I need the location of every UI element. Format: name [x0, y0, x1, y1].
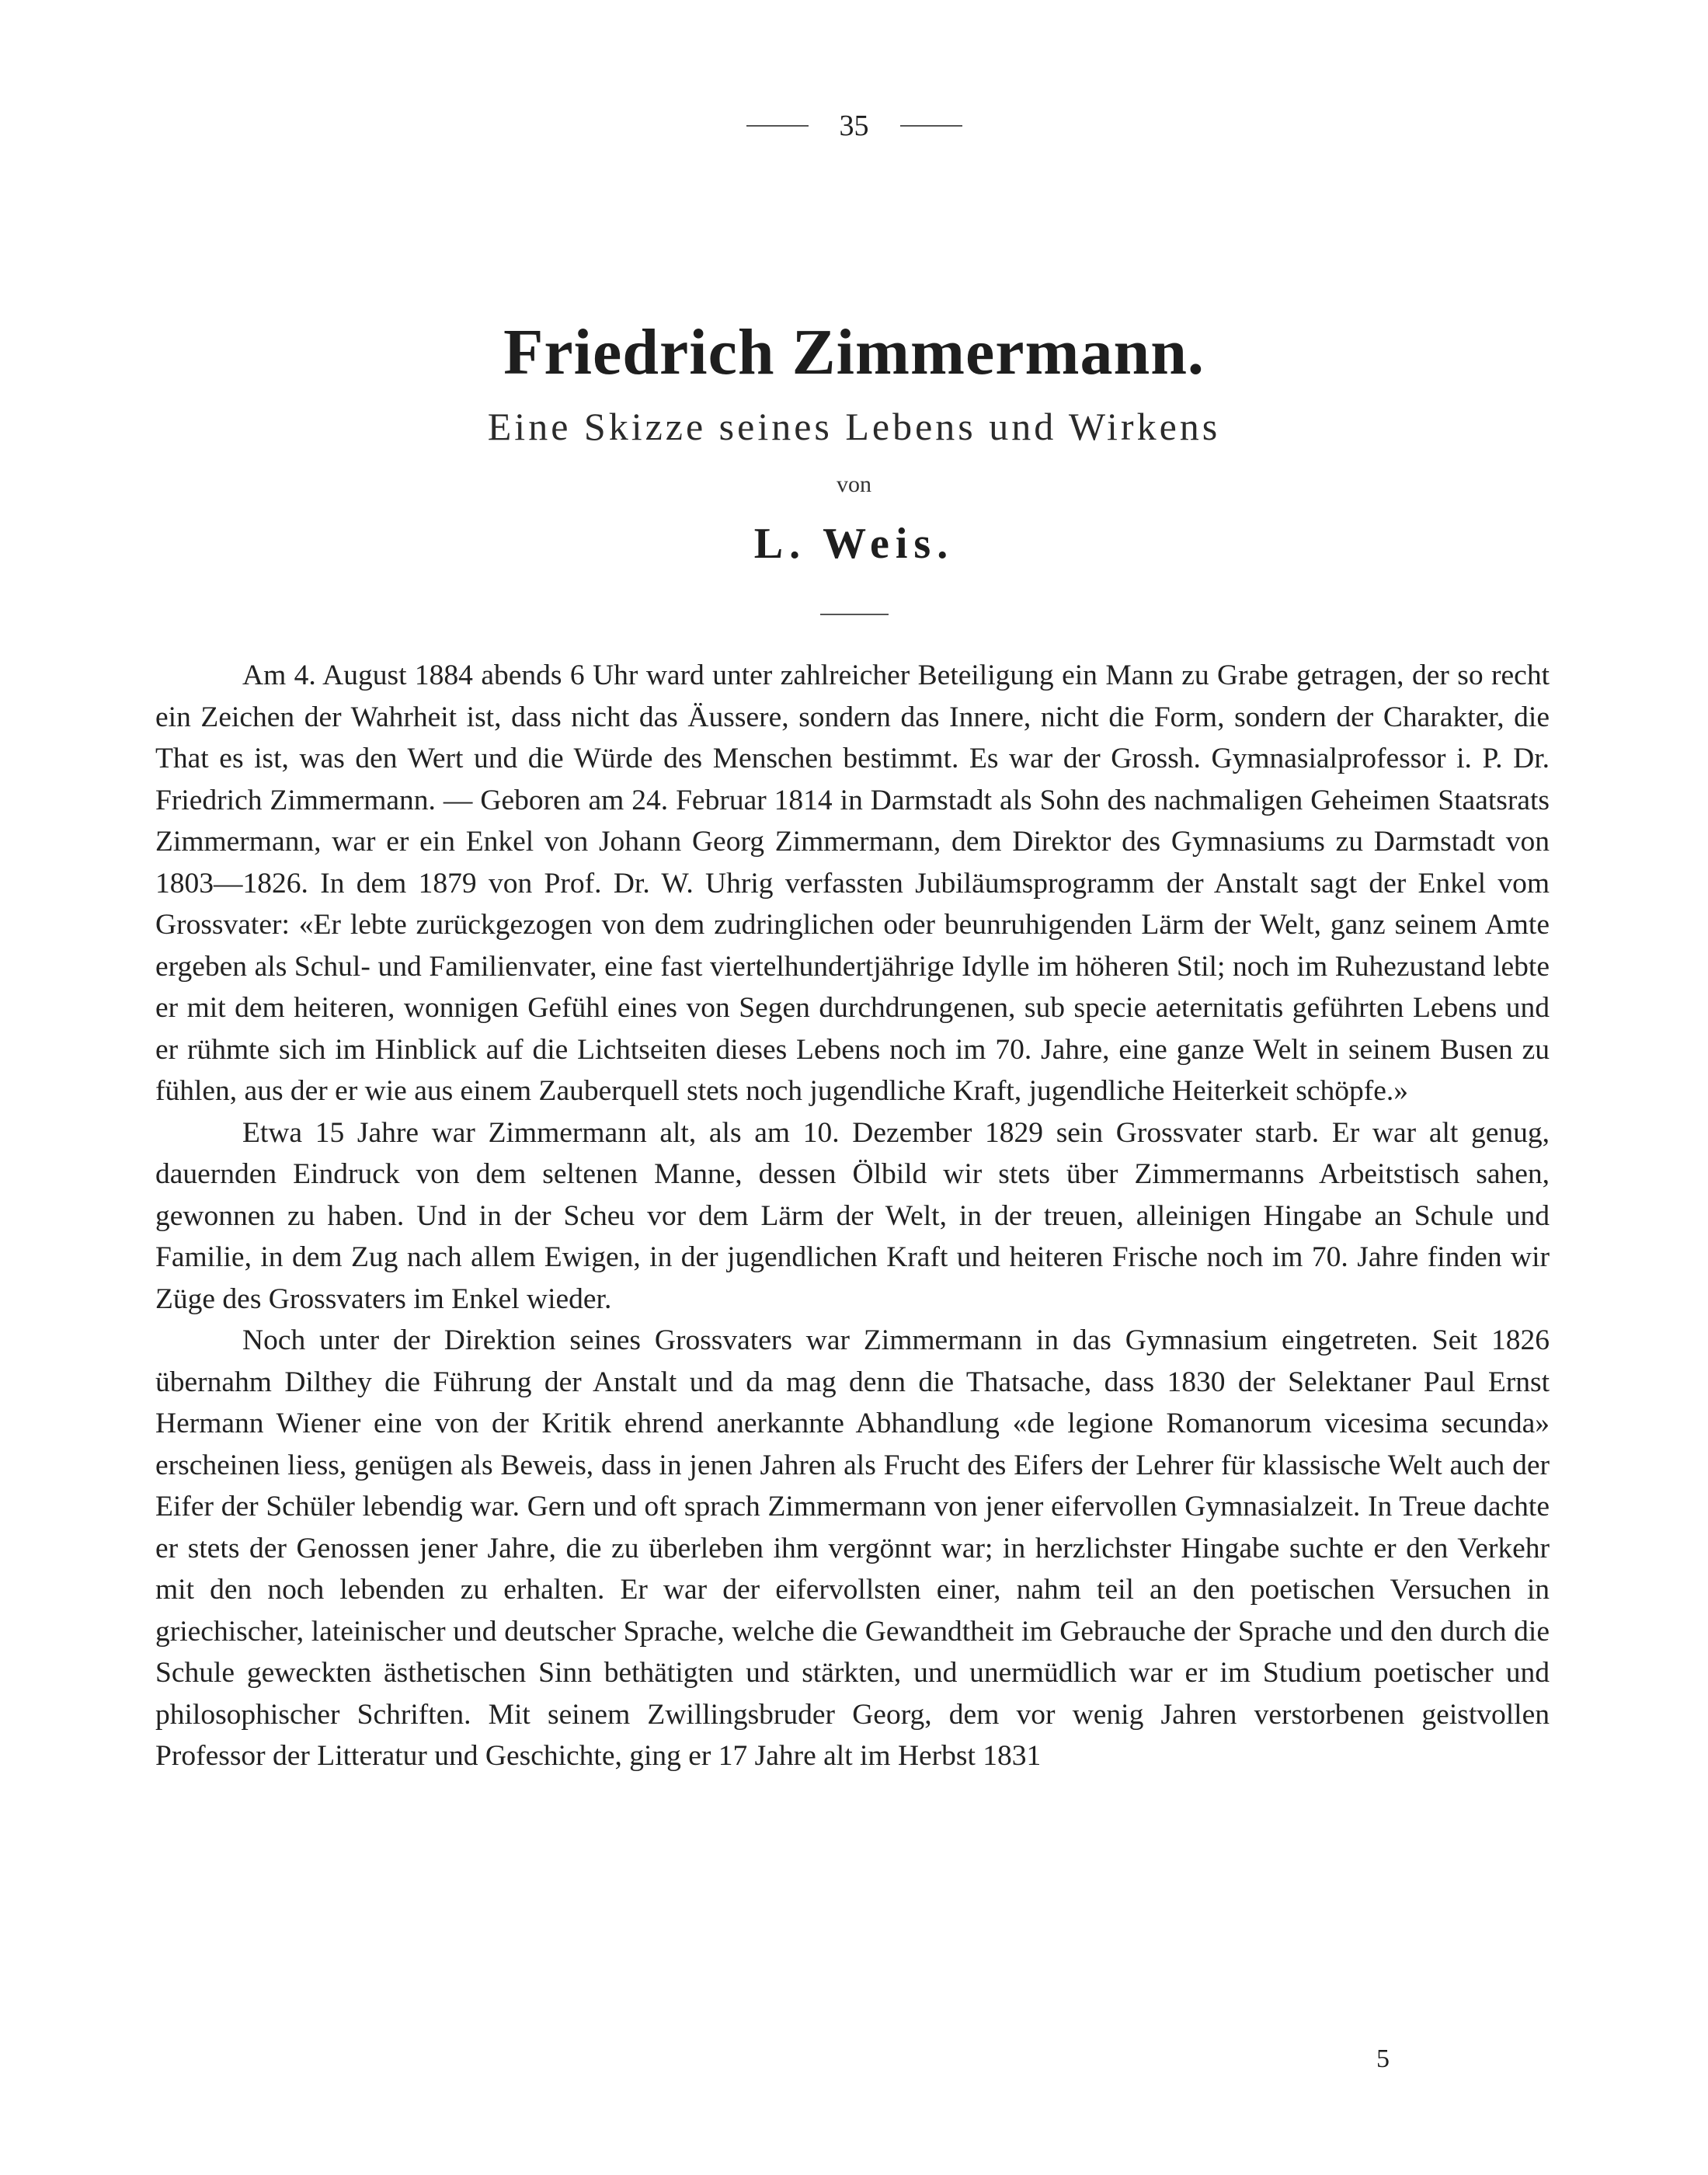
- page-number: 35: [839, 110, 869, 142]
- paragraph-2: Etwa 15 Jahre war Zimmermann alt, als am 10. Dezember 1829 sein Grossvater starb. Er war alt genug, dauernden Eindruck von dem seltenen Manne, dessen Ölbild wir stets über Zimmermanns Arbeitstisch sahen, gewonnen zu haben. Und in der Scheu vor dem Lärm der Welt, in der treuen, alleinigen Hingabe an Schule und Familie, in dem Zug nach allem Ewigen, in der jugendlichen Kraft und heiteren Frische noch im 70. Jahre finden wir Züge des Grossvaters im Enkel wieder.: [155, 1116, 1550, 1315]
- page-header: [0, 109, 1708, 143]
- article-title: Friedrich Zimmermann.: [503, 316, 1205, 388]
- paragraph-1: Am 4. August 1884 abends 6 Uhr ward unter zahlreicher Beteiligung ein Mann zu Grabe getragen, der so recht ein Zeichen der Wahrheit ist, dass nicht das Äussere, sondern das Innere, nicht die Form, sondern der Charakter, die That es ist, was den Wert und die Würde des Menschen bestimmt. Es war der Grossh. Gymnasialprofessor i. P. Dr. Friedrich Zimmermann. — Geboren am 24. Februar 1814 in Darmstadt als Sohn des nachmaligen Geheimen Staatsrats Zimmermann, war er ein Enkel von Johann Georg Zimmermann, dem Direktor des Gymnasiums zu Darmstadt von 1803—1826. In dem 1879 von Prof. Dr. W. Uhrig verfassten Jubiläumsprogramm der Anstalt sagt der Enkel vom Grossvater: «Er lebte zurückgezogen von dem zudringlichen oder beunruhigenden Lärm der Welt, ganz seinem Amte ergeben als Schul- und Familienvater, eine fast viertelhundertjährige Idylle im höheren Stil; noch im Ruhezustand lebte er mit dem heiteren, wonnigen Gefühl eines von Segen durchdrungenen, sub specie aeternitatis geführten Lebens und er rühmte sich im Hinblick auf die Lichtseiten dieses Lebens noch im 70. Jahre, eine ganze Welt in seinem Busen zu fühlen, aus der er wie aus einem Zauberquell stets noch jugendliche Kraft, jugendliche Heiterkeit schöpfe.»: [155, 659, 1550, 1107]
- signature-mark: 5: [1376, 2044, 1390, 2073]
- header-dash-left: [746, 125, 809, 127]
- author-name: L. Weis.: [753, 520, 955, 568]
- paragraph-3: Noch unter der Direktion seines Grossvaters war Zimmermann in das Gymnasium eingetreten. Seit 1826 übernahm Dilthey die Führung der Anstalt und da mag denn die Thatsache, dass 1830 der Selektaner Paul Ernst Hermann Wiener eine von der Kritik ehrend anerkannte Abhandlung «de legione Romanorum vicesima secunda» erscheinen liess, genügen als Beweis, dass in jenen Jahren als Frucht des Eifers der Lehrer für klassische Welt auch der Eifer der Schüler lebendig war. Gern und oft sprach Zimmermann von jener eifervollen Gymnasialzeit. In Treue dachte er stets der Genossen jener Jahre, die zu überleben ihm vergönnt war; in herzlichster Hingabe suchte er den Verkehr mit den noch lebenden zu erhalten. Er war der eifervollsten einer, nahm teil an den poetischen Versuchen in griechischer, lateinischer und deutscher Sprache, welche die Gewandtheit im Gebrauche der Sprache und den durch die Schule geweckten ästhetischen Sinn bethätigten und stärkten, und unermüdlich war er im Studium poetischer und philosophischer Schriften. Mit seinem Zwillingsbruder Georg, dem vor wenig Jahren verstorbenen geistvollen Professor der Litteratur und Geschichte, ging er 17 Jahre alt im Herbst 1831: [155, 1324, 1550, 1772]
- byline-von: von: [837, 472, 871, 497]
- body-text: [155, 655, 1550, 1777]
- header-dash-right: [900, 125, 962, 127]
- divider-rule: [820, 614, 889, 615]
- article-subtitle: Eine Skizze seines Lebens und Wirkens: [487, 405, 1221, 448]
